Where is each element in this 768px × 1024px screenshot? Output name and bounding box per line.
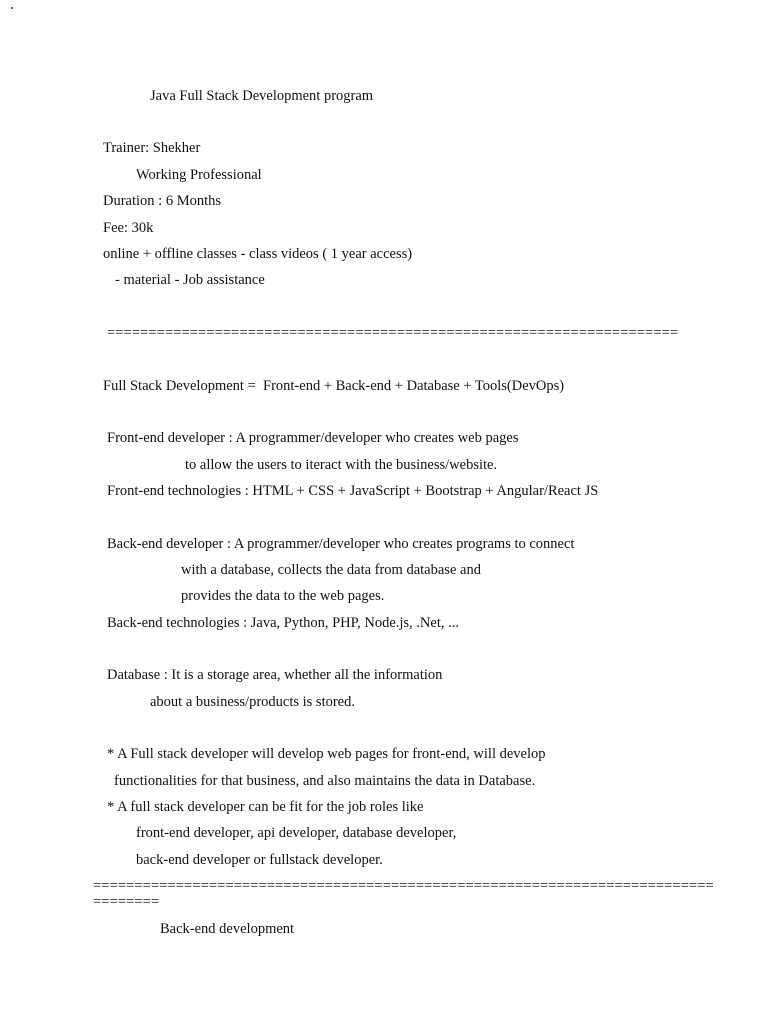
frontend-developer-line-2: to allow the users to iteract with the business/website. (185, 457, 498, 473)
note-2-line-3: back-end developer or fullstack developer. (136, 852, 383, 868)
trainer-role-line: Working Professional (136, 167, 262, 183)
backend-developer-line-3: provides the data to the web pages. (181, 588, 385, 604)
trainer-line: Trainer: Shekher (103, 140, 201, 156)
backend-technologies-line: Back-end technologies : Java, Python, PHP, Node.js, .Net, ... (107, 615, 459, 631)
frontend-technologies-line: Front-end technologies : HTML + CSS + JavaScript + Bootstrap + Angular/React JS (107, 483, 599, 499)
duration-line: Duration : 6 Months (103, 193, 222, 209)
note-1-line-2: functionalities for that business, and also maintains the data in Database. (114, 773, 536, 789)
page-marker-dot (11, 7, 13, 9)
fee-line: Fee: 30k (103, 220, 154, 236)
note-2-line-2: front-end developer, api developer, database developer, (136, 825, 457, 841)
note-2-line-1: * A full stack developer can be fit for the job roles like (107, 799, 424, 815)
classes-line-1: online + offline classes - class videos ( 1 year access) (103, 246, 413, 262)
separator-line-2a: =========================================================================== (93, 878, 714, 894)
database-line-1: Database : It is a storage area, whether all the information (107, 667, 443, 683)
section-heading-backend: Back-end development (160, 921, 295, 937)
note-1-line-1: * A Full stack developer will develop web pages for front-end, will develop (107, 746, 546, 762)
full-stack-definition: Full Stack Development = Front-end + Back-end + Database + Tools(DevOps) (103, 378, 565, 394)
separator-line-2b: ======== (93, 894, 160, 910)
separator-line-1: ===================================================================== (107, 325, 679, 341)
database-line-2: about a business/products is stored. (150, 694, 355, 710)
frontend-developer-line-1: Front-end developer : A programmer/developer who creates web pages (107, 430, 519, 446)
document-title: Java Full Stack Development program (150, 88, 374, 104)
classes-line-2: - material - Job assistance (115, 272, 265, 288)
backend-developer-line-2: with a database, collects the data from database and (181, 562, 481, 578)
backend-developer-line-1: Back-end developer : A programmer/developer who creates programs to connect (107, 536, 575, 552)
